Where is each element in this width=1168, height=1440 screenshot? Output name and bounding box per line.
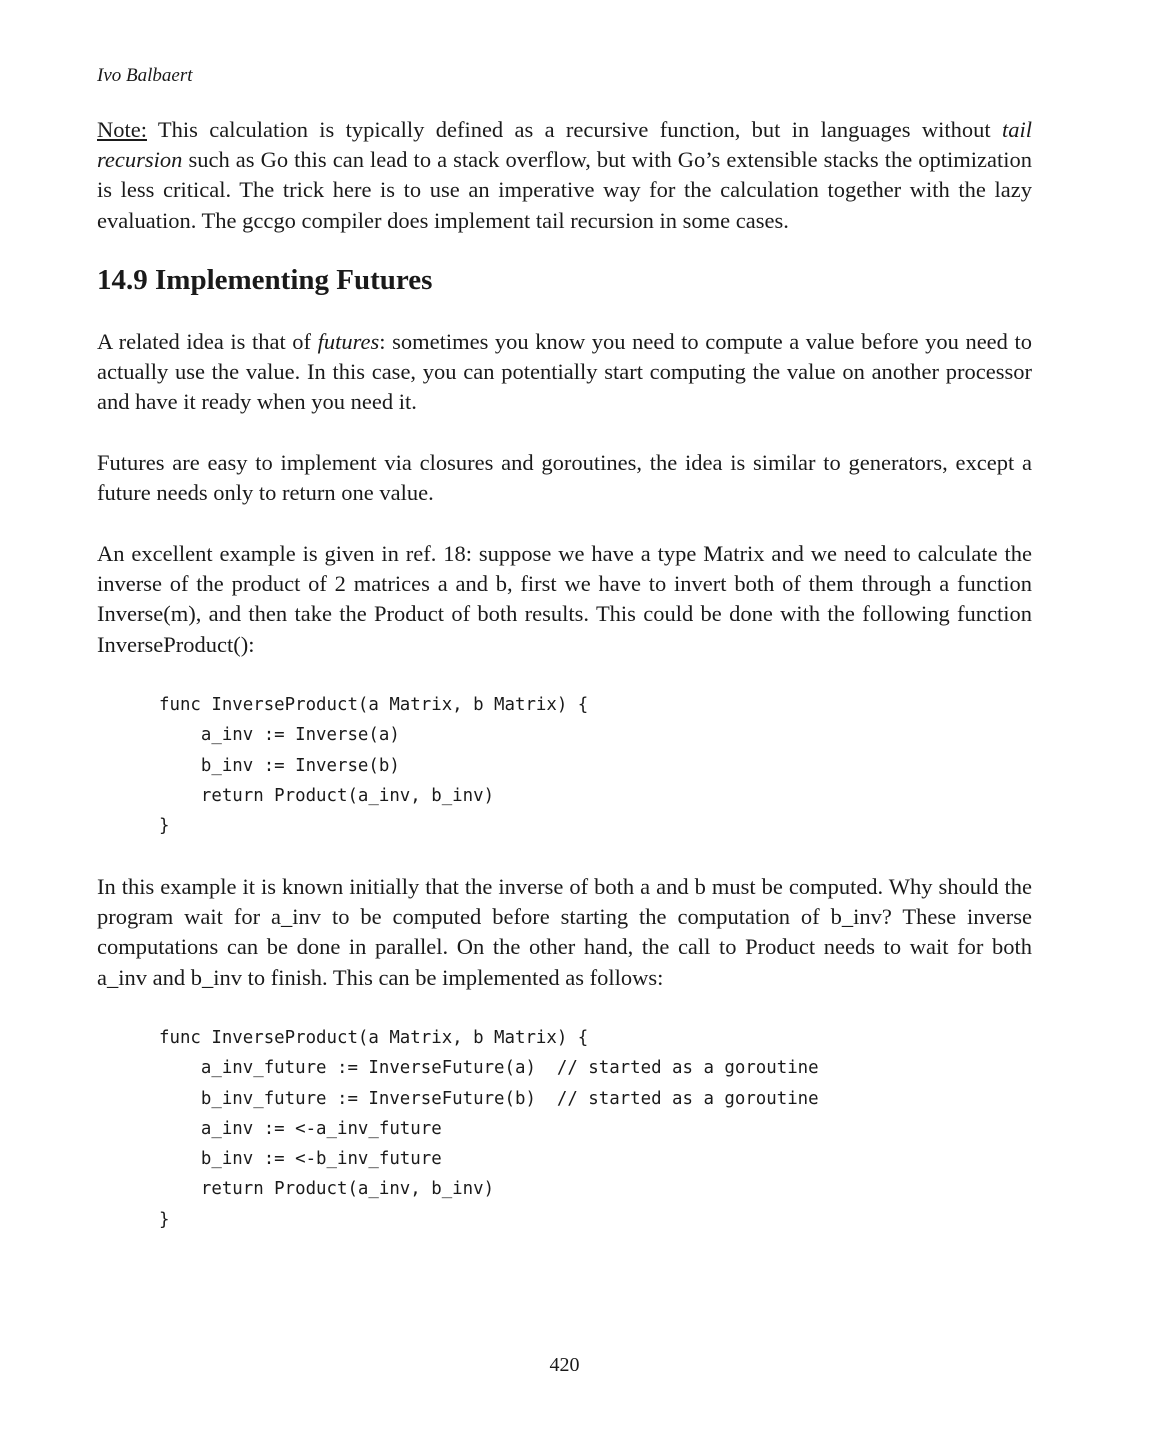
- matrix-example-paragraph: An excellent example is given in ref. 18: suppose we have a type Matrix and we need to calculate the inverse of the product of 2 matrices a and b, first we have to invert both of them through a function Inverse(m), and then take the Product of both results. This could be done with the following function InverseProduct():: [97, 541, 1032, 657]
- code-line: func InverseProduct(a Matrix, b Matrix) {: [159, 1028, 589, 1048]
- note-emphasis-tail-recursion: tail recursion: [97, 117, 1032, 173]
- note-label: Note:: [97, 117, 147, 142]
- code-line: }: [159, 816, 170, 837]
- futures-intro-end: : sometimes you know you need to compute a value before you need to actually use the value. In this case, you can potentially start computing the value on another processor and have it ready when you need it.: [97, 329, 1032, 415]
- note-paragraph: [97, 115, 1032, 236]
- code-line: func InverseProduct(a Matrix, b Matrix) {: [159, 695, 589, 715]
- futures-emphasis: futures: [317, 329, 380, 354]
- section-heading: 14.9 Implementing Futures: [97, 264, 433, 296]
- running-head-author: Ivo Balbaert: [97, 65, 193, 86]
- parallel-explanation-paragraph: In this example it is known initially that the inverse of both a and b must be computed. Why should the program wait for a_inv to be computed before starting the computation of b_inv? These inverse computations can be done in parallel. On the other hand, the call to Product needs to wait for both a_inv and b_inv to finish. This can be implemented as follows:: [97, 874, 1032, 990]
- note-text-end: such as Go this can lead to a stack overflow, but with Go’s extensible stacks the optimization is less critical. The trick here is to use an imperative way for the calculation together with the lazy evaluation. The gccgo compiler does implement tail recursion in some cases.: [97, 147, 1032, 233]
- code-line: b_inv_future := InverseFuture(b) // started as a goroutine: [159, 1088, 819, 1109]
- futures-closures-paragraph: Futures are easy to implement via closures and goroutines, the idea is similar to generators, except a future needs only to return one value.: [97, 450, 1032, 506]
- code-line: b_inv := Inverse(b): [159, 755, 400, 776]
- code-line: return Product(a_inv, b_inv): [159, 1179, 495, 1200]
- code-line: return Product(a_inv, b_inv): [159, 785, 495, 806]
- code-block-sequential: [159, 690, 588, 841]
- code-line: a_inv_future := InverseFuture(a) // started as a goroutine: [159, 1058, 819, 1079]
- futures-intro-paragraph: [97, 327, 1032, 418]
- note-text-start: This calculation is typically defined as a recursive function, but in languages without: [147, 117, 1002, 142]
- code-line: a_inv := <-a_inv_future: [159, 1118, 442, 1139]
- code-line: }: [159, 1209, 170, 1230]
- code-line: a_inv := Inverse(a): [159, 725, 400, 746]
- code-line: b_inv := <-b_inv_future: [159, 1149, 442, 1170]
- code-block-futures: [159, 1023, 819, 1235]
- book-page: [97, 0, 1033, 1440]
- futures-intro-start: A related idea is that of: [97, 329, 318, 354]
- page-number: 420: [549, 1354, 580, 1376]
